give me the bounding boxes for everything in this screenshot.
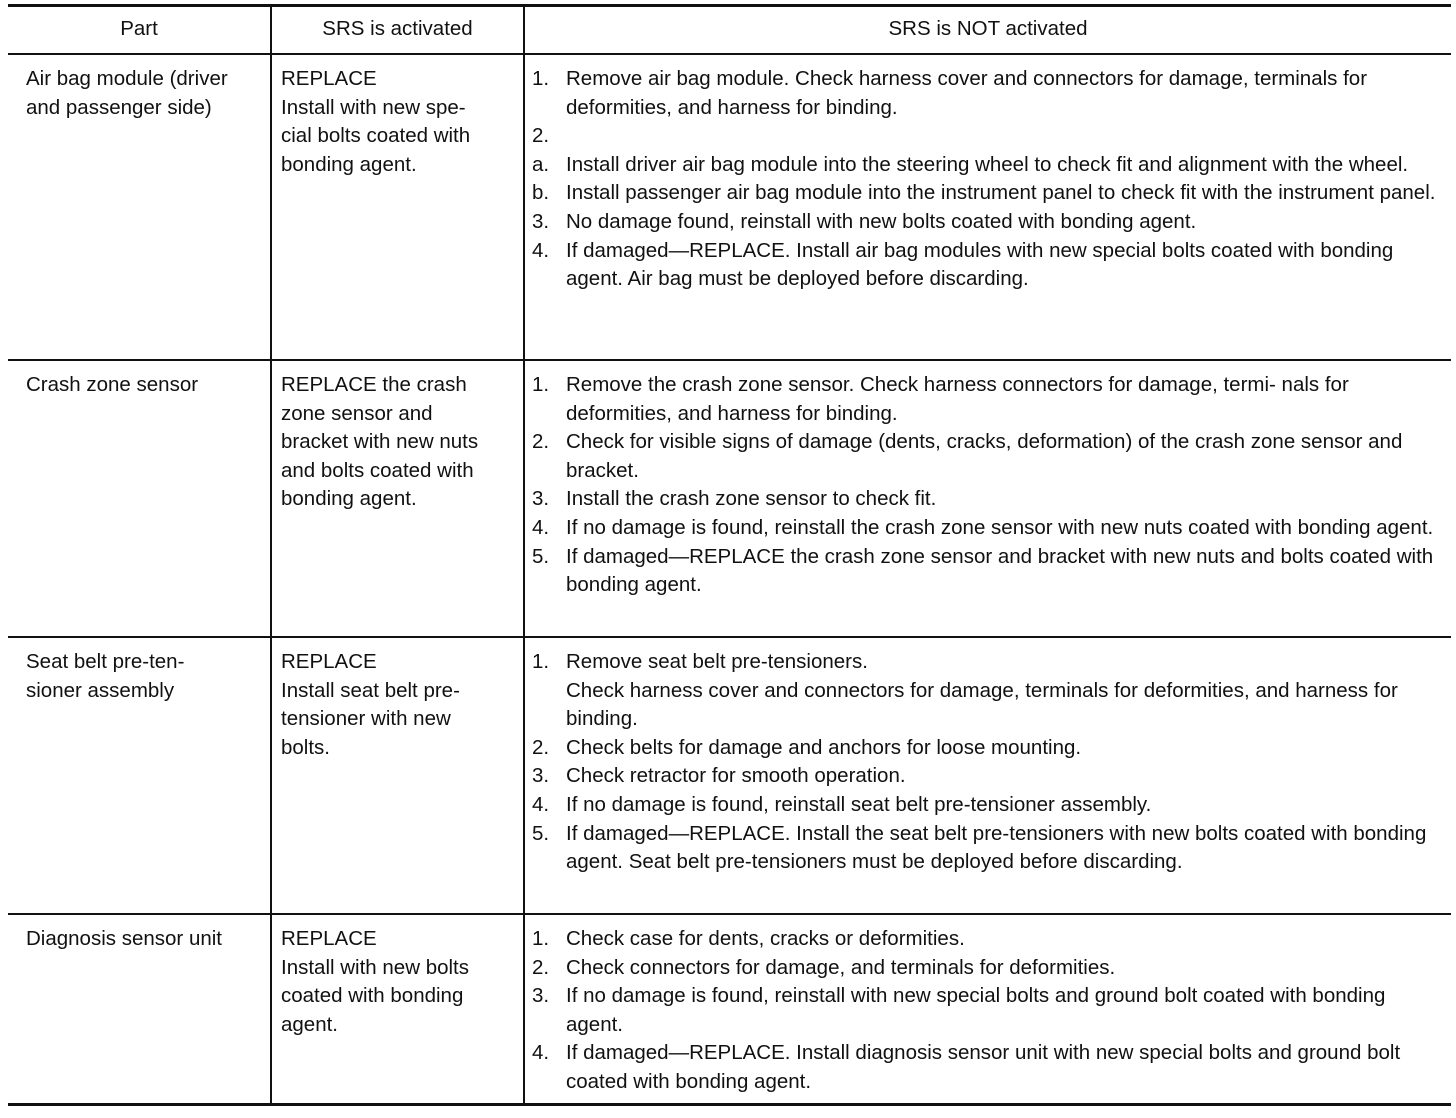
step-number: 5. [532, 821, 550, 845]
row-divider [8, 359, 1451, 361]
activated-line: REPLACE [281, 650, 377, 673]
step-number: 4. [532, 515, 550, 539]
step-text: No damage found, reinstall with new bolts coated with bonding agent. [566, 209, 1197, 233]
header-part: Part [120, 17, 158, 40]
not-activated-cell [532, 65, 1447, 294]
activated-line: REPLACE the crash [281, 373, 467, 396]
step-number: 2. [532, 430, 550, 454]
step-item [532, 954, 1447, 983]
step-item [532, 677, 1447, 734]
step-item [532, 428, 1447, 485]
activated-cell [281, 925, 521, 1039]
part-line: Seat belt pre-ten- [26, 650, 185, 673]
step-number: 4. [532, 792, 550, 816]
row-divider [8, 913, 1451, 915]
activated-line: cial bolts coated with [281, 124, 471, 148]
not-activated-cell [532, 371, 1447, 600]
step-item [532, 925, 1447, 954]
activated-line: REPLACE [281, 67, 377, 90]
activated-line: bonding agent. [281, 152, 417, 176]
activated-cell [281, 371, 521, 514]
header-srs-activated: SRS is activated [322, 17, 473, 40]
step-number: 2. [532, 955, 550, 979]
step-number: 4. [532, 1041, 550, 1065]
step-item [532, 485, 1447, 514]
step-text: If damaged—REPLACE the crash zone sensor and bracket with new nuts and bolts coated with bonding agent. [566, 544, 1434, 597]
step-text: Install the crash zone sensor to check fit. [566, 487, 937, 511]
step-text: Install passenger air bag module into the instrument panel to check fit with the instrument panel. [566, 181, 1436, 205]
step-item [532, 1039, 1447, 1096]
step-number: 4. [532, 238, 550, 262]
activated-line: coated with bonding [281, 984, 464, 1008]
part-line: Air bag module (driver [26, 67, 228, 90]
step-text: If damaged—REPLACE. Install the seat belt pre-tensioners with new bolts coated with bonding agent. Seat belt pre-tensioners must be deployed before discarding. [566, 821, 1427, 874]
part-cell [26, 65, 276, 122]
step-number: 2. [532, 735, 550, 759]
step-item [532, 762, 1447, 791]
step-number: 1. [532, 927, 550, 950]
step-text: Install driver air bag module into the steering wheel to check fit and alignment with the wheel. [566, 152, 1409, 176]
table-top-rule [8, 4, 1451, 7]
step-text: Check case for dents, cracks or deformities. [566, 927, 965, 950]
not-activated-cell [532, 925, 1447, 1097]
step-text: Check belts for damage and anchors for loose mounting. [566, 735, 1082, 759]
step-number: 1. [532, 67, 550, 90]
step-text: Check for visible signs of damage (dents, cracks, deformation) of the crash zone sensor and bracket. [566, 430, 1403, 482]
part-line: and passenger side) [26, 95, 212, 119]
step-text: If no damage is found, reinstall with new special bolts and ground bolt coated with bonding agent. [566, 984, 1386, 1036]
step-number: a. [532, 152, 550, 176]
step-text: Check retractor for smooth operation. [566, 764, 906, 788]
step-item [532, 734, 1447, 763]
step-number: 1. [532, 650, 550, 673]
step-number: 3. [532, 984, 550, 1008]
step-item [532, 982, 1447, 1039]
activated-line: REPLACE [281, 927, 377, 950]
step-number: 2. [532, 124, 550, 148]
table-bottom-rule [8, 1103, 1451, 1106]
activated-line: agent. [281, 1012, 338, 1036]
step-text: Remove air bag module. Check harness cover and connectors for damage, terminals for deformities, and harness for binding. [566, 67, 1368, 119]
step-item [532, 371, 1447, 428]
activated-line: tensioner with new [281, 707, 451, 731]
step-number [532, 677, 566, 734]
header-bottom-rule [8, 53, 1451, 55]
activated-line: bolts. [281, 735, 330, 759]
part-cell [26, 925, 276, 954]
step-number: b. [532, 181, 550, 205]
step-text: Remove seat belt pre-tensioners. [566, 650, 868, 673]
step-item [532, 122, 1447, 151]
activated-line: Install seat belt pre- [281, 678, 460, 702]
step-number: 3. [532, 764, 550, 788]
step-item [532, 65, 1447, 122]
step-item [532, 820, 1447, 877]
activated-line: bonding agent. [281, 487, 417, 511]
part-cell [26, 371, 276, 400]
step-item [532, 179, 1447, 208]
activated-cell [281, 648, 521, 762]
column-divider [523, 4, 525, 1105]
step-text: Check connectors for damage, and terminals for deformities. [566, 955, 1116, 979]
header-srs-not-activated: SRS is NOT activated [888, 17, 1088, 40]
activated-line: Install with new spe- [281, 95, 466, 119]
step-text [566, 122, 1447, 151]
step-number: 1. [532, 373, 550, 396]
step-item [532, 237, 1447, 294]
step-text: If damaged—REPLACE. Install diagnosis sensor unit with new special bolts and ground bolt coated with bonding agent. [566, 1041, 1401, 1093]
step-text: Remove the crash zone sensor. Check harness connectors for damage, termi- nals for deformities, and harness for binding. [566, 373, 1349, 425]
activated-line: Install with new bolts [281, 955, 470, 979]
step-item [532, 208, 1447, 237]
step-text: If no damage is found, reinstall the crash zone sensor with new nuts coated with bonding agent. [566, 515, 1434, 539]
step-number: 3. [532, 209, 550, 233]
step-item [532, 514, 1447, 543]
part-cell [26, 648, 276, 705]
step-text: Check harness cover and connectors for damage, terminals for deformities, and harness for binding. [566, 678, 1398, 731]
step-item [532, 151, 1447, 180]
activated-line: bracket with new nuts [281, 430, 479, 454]
step-item [532, 791, 1447, 820]
activated-line: and bolts coated with [281, 458, 474, 482]
part-line: Crash zone sensor [26, 373, 199, 396]
step-number: 3. [532, 487, 550, 511]
activated-line: zone sensor and [281, 401, 433, 425]
step-item [532, 543, 1447, 600]
step-number: 5. [532, 544, 550, 568]
activated-cell [281, 65, 521, 179]
not-activated-cell [532, 648, 1447, 877]
row-divider [8, 636, 1451, 638]
step-text: If damaged—REPLACE. Install air bag modules with new special bolts coated with bonding agent. Air bag must be deployed before discarding. [566, 238, 1394, 291]
part-line: Diagnosis sensor unit [26, 927, 222, 950]
part-line: sioner assembly [26, 678, 175, 702]
step-text: If no damage is found, reinstall seat belt pre-tensioner assembly. [566, 792, 1152, 816]
step-item [532, 648, 1447, 677]
